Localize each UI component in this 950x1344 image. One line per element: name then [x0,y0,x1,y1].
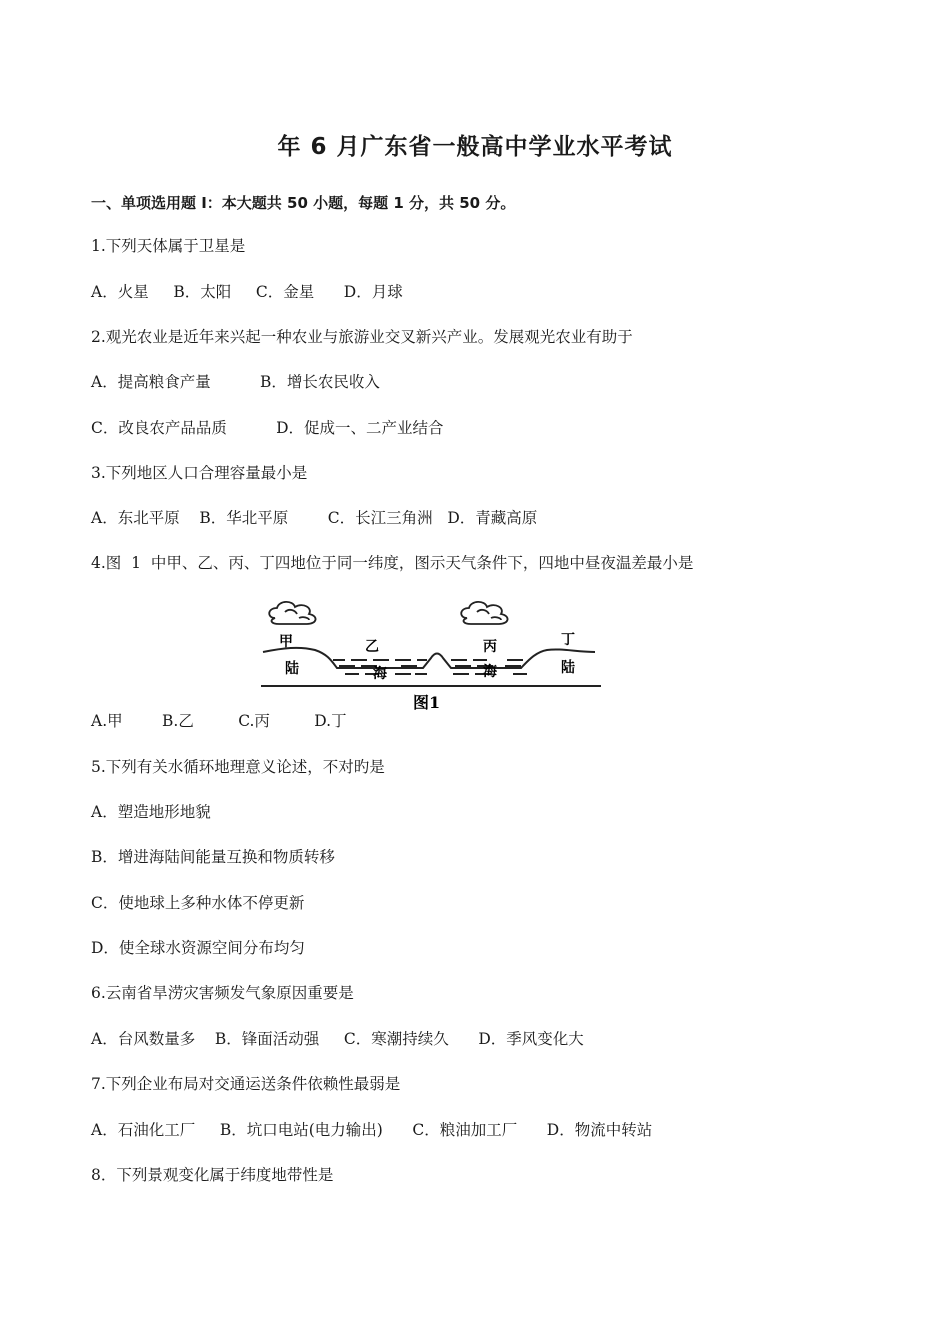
question-1-stem: 1.下列天体属于卫星是 [91,237,246,255]
question-8-stem: 8．下列景观变化属于纬度地带性是 [91,1166,334,1184]
question-4-options: A.甲 B.乙 C.丙 D.丁 [91,712,347,730]
cloud-icon-left [269,602,315,624]
question-6-options: A．台风数量多 B．锋面活动强 C．寒潮持续久 D．季风变化大 [91,1030,584,1048]
question-2-options-row-2: C．改良农产品品质 D．促成一、二产业结合 [91,419,444,437]
question-4-stem: 4.图 1 中甲、乙、丙、丁四地位于同一纬度，图示天气条件下，四地中昼夜温差最小是 [91,554,694,572]
question-2-options-row-1: A．提高粮食产量 B．增长农民收入 [91,373,380,391]
label-jia: 甲 [279,634,293,650]
question-1-options: A．火星 B．太阳 C．金星 D．月球 [91,283,403,301]
label-ding: 丁 [561,632,575,648]
question-3-stem: 3.下列地区人口合理容量最小是 [91,464,308,482]
question-7-options: A．石油化工厂 B．坑口电站(电力输出) C．粮油加工厂 D．物流中转站 [91,1121,653,1139]
page-title: 年 6 月广东省一般高中学业水平考试 [277,134,673,160]
question-5-stem: 5.下列有关水循环地理意义论述，不对旳是 [91,758,385,776]
label-hai-left: 海 [373,666,387,682]
question-6-stem: 6.云南省旱涝灾害频发气象原因重要是 [91,984,354,1002]
question-5-option-a: A．塑造地形地貌 [91,803,211,821]
figure-caption: 图1 [413,693,441,712]
label-lu-right: 陆 [561,660,575,676]
question-2-stem: 2.观光农业是近年来兴起一种农业与旅游业交叉新兴产业。发展观光农业有助于 [91,328,633,346]
label-yi: 乙 [365,639,379,655]
terrain-outline [263,648,595,668]
label-bing: 丙 [483,639,497,655]
question-7-stem: 7.下列企业布局对交通运送条件依赖性最弱是 [91,1075,401,1093]
question-3-options: A．东北平原 B．华北平原 C．长江三角洲 D．青藏高原 [91,509,538,527]
label-lu-left: 陆 [285,661,299,677]
figure-1-diagram [255,596,605,714]
question-5-option-c: C．使地球上多种水体不停更新 [91,894,305,912]
cloud-icon-right [461,602,507,624]
question-5-option-d: D．使全球水资源空间分布均匀 [91,939,305,957]
label-hai-right: 海 [483,664,497,680]
question-5-option-b: B．增进海陆间能量互换和物质转移 [91,848,335,866]
section-heading: 一、单项选用题 I：本大题共 50 小题，每题 1 分，共 50 分。 [91,194,516,212]
